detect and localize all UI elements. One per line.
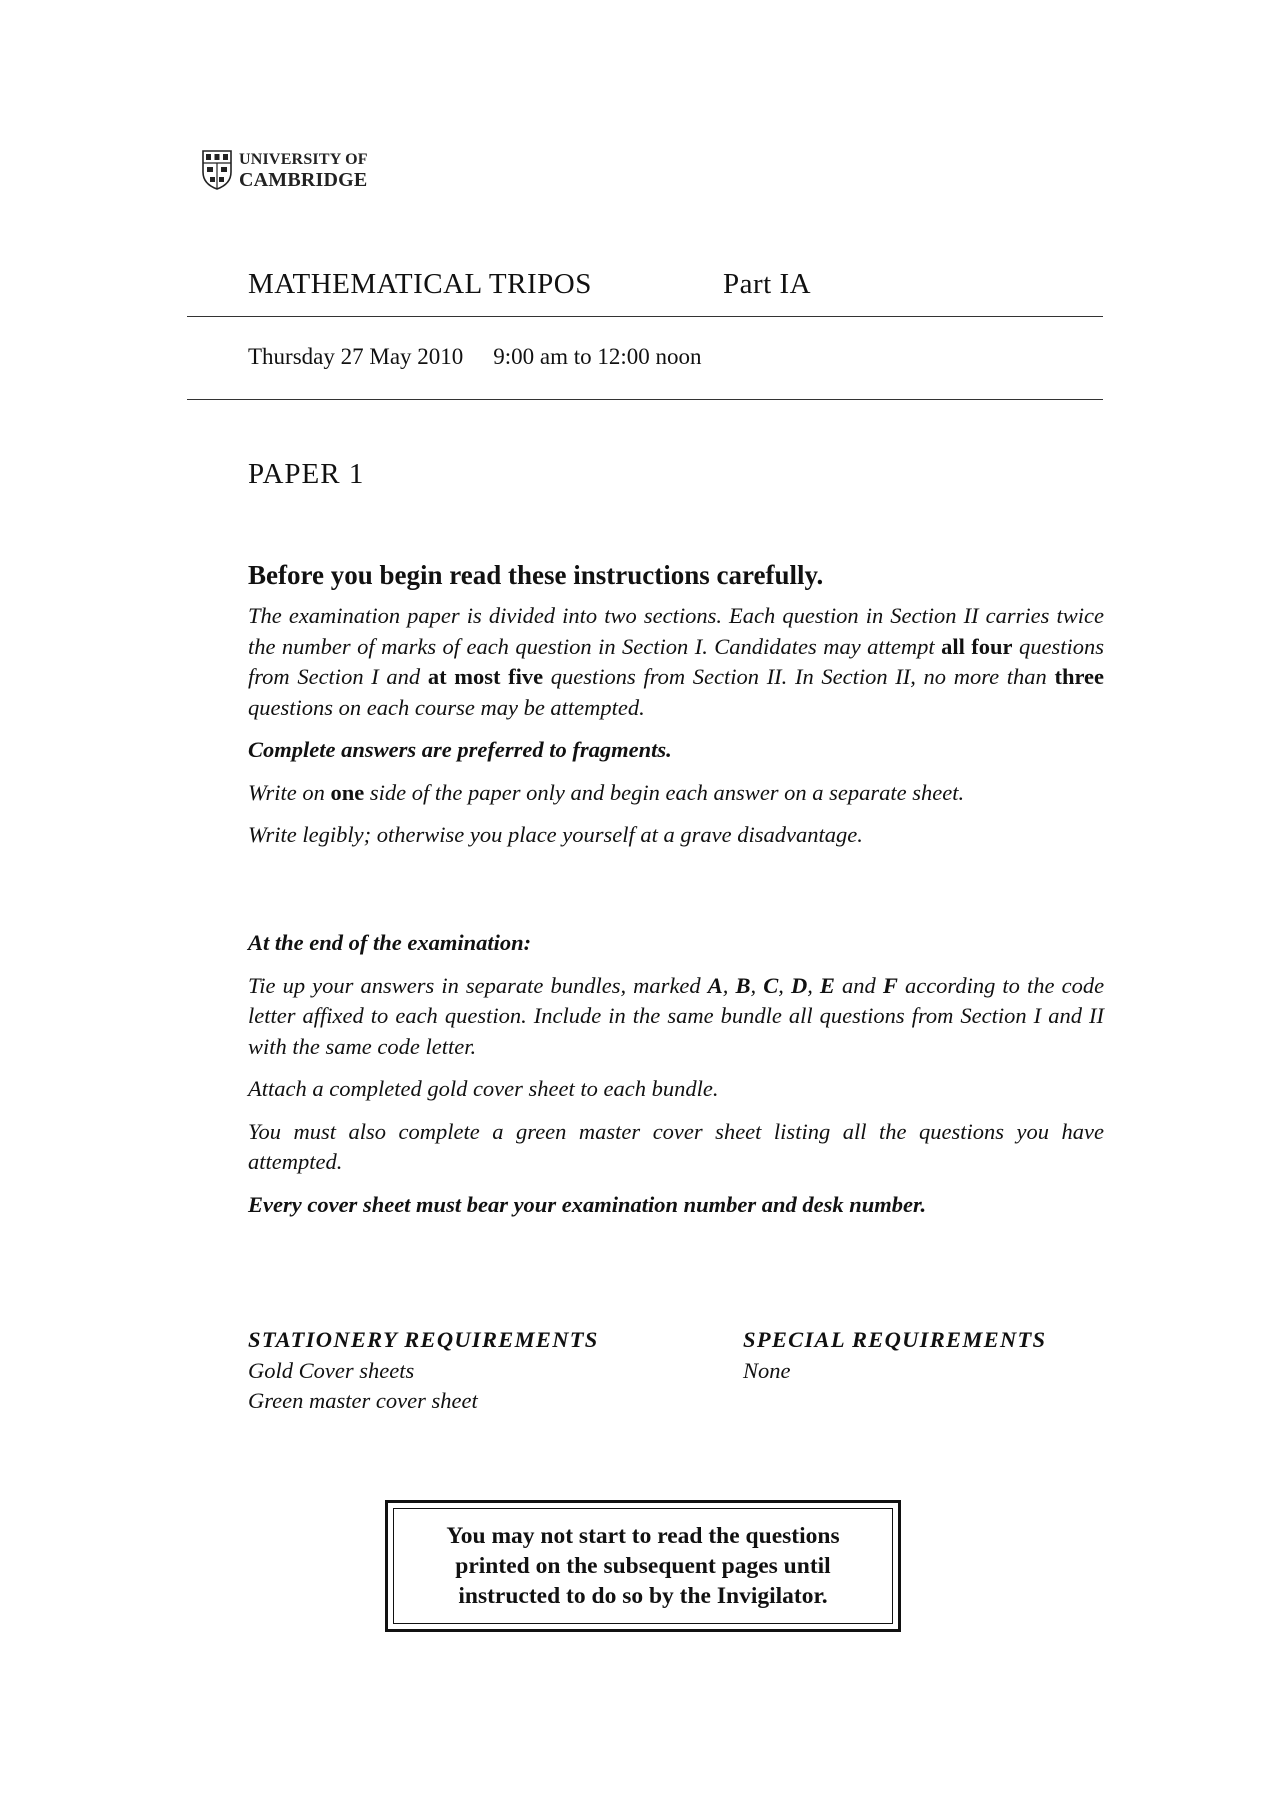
special-requirements: [743, 1325, 1046, 1386]
stationery-item: Green master cover sheet: [248, 1388, 478, 1413]
end-of-exam-section: [248, 928, 1104, 1220]
exam-title-row: [248, 268, 812, 301]
top-rule: [187, 316, 1103, 317]
exam-date: Thursday 27 May 2010: [248, 344, 464, 369]
end-heading: At the end of the examination:: [248, 930, 532, 955]
end-paragraph-4: Every cover sheet must bear your examination number and desk number.: [248, 1191, 927, 1217]
instructions-paragraph-4: Write legibly; otherwise you place yourself at a grave disadvantage.: [248, 822, 863, 847]
stationery-item: Gold Cover sheets: [248, 1357, 415, 1383]
end-paragraph-2: Attach a completed gold cover sheet to each bundle.: [248, 1076, 719, 1101]
bottom-rule: [187, 399, 1103, 400]
exam-title: MATHEMATICAL TRIPOS: [248, 268, 592, 300]
stationery-heading: STATIONERY REQUIREMENTS: [248, 1327, 599, 1352]
university-crest-icon: [202, 150, 232, 190]
invigilator-notice-box: [385, 1500, 901, 1632]
paper-number: PAPER 1: [248, 458, 365, 490]
notice-line-1: You may not start to read the questions: [446, 1523, 840, 1549]
end-paragraph-1: Tie up your answers in separate bundles, marked A, B, C, D, E and F according to the code letter affixed to each question. Include in the same bundle all questions from Section I and II with the same code letter.: [248, 972, 1105, 1059]
instructions-heading: Before you begin read these instructions carefully.: [248, 560, 824, 590]
instructions-section: [248, 560, 1104, 851]
university-logo: [202, 150, 368, 190]
end-paragraph-3: You must also complete a green master cover sheet listing all the questions you have attempted.: [248, 1118, 1104, 1174]
special-item: None: [743, 1357, 791, 1383]
instructions-paragraph-3: Write on one side of the paper only and begin each answer on a separate sheet.: [248, 779, 965, 805]
date-row: [248, 344, 702, 370]
stationery-requirements: [248, 1325, 599, 1417]
notice-line-2: printed on the subsequent pages until: [455, 1553, 831, 1579]
logo-line-1: UNIVERSITY OF: [239, 151, 368, 168]
notice-line-3: instructed to do so by the Invigilator.: [458, 1583, 828, 1609]
instructions-paragraph-1: The examination paper is divided into two sections. Each question in Section II carries twice the number of marks of each question in Section I. Candidates may attempt all four questions from Section I and at most five questions from Section II. In Section II, no more than three questions on each course may be attempted.: [248, 603, 1105, 720]
special-heading: SPECIAL REQUIREMENTS: [743, 1327, 1047, 1352]
logo-line-2: CAMBRIDGE: [239, 169, 368, 191]
instructions-paragraph-2: Complete answers are preferred to fragments.: [248, 737, 672, 762]
exam-time: 9:00 am to 12:00 noon: [493, 344, 702, 369]
exam-part: Part IA: [723, 268, 812, 300]
